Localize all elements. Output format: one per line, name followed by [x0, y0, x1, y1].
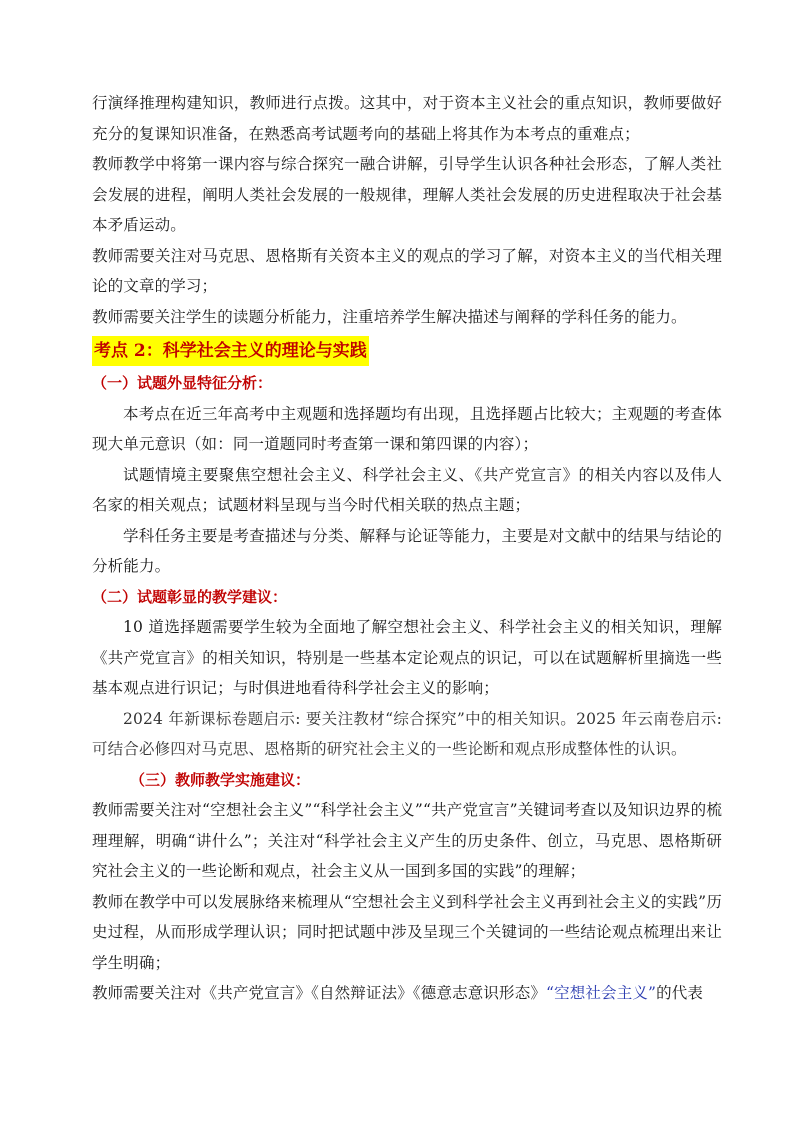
- part-3-paragraph-3: [92, 978, 722, 1009]
- part-3-paragraph-2: 教师在教学中可以发展脉络来梳理从“空想社会主义到科学社会主义再到社会主义的实践”历史过程，从而形成学理认识；同时把试题中涉及呈现三个关键词的一些结论观点梳理出来让学生明确；: [92, 892, 722, 972]
- part-2-paragraph-1: 10 道选择题需要学生较为全面地了解空想社会主义、科学社会主义的相关知识，理解《共产党宣言》的相关知识，特别是一些基本定论观点的识记，可以在试题解析里摘选一些基本观点进行识记；与时俱进地看待科学社会主义的影响；: [92, 618, 722, 697]
- part-1-paragraph-3: 学科任务主要是考查描述与分类、解释与论证等能力，主要是对文献中的结果与结论的分析能力。: [92, 526, 722, 575]
- intro-paragraph-2: 教师教学中将第一课内容与综合探究一融合讲解，引导学生认识各种社会形态，了解人类社会发展的进程，阐明人类社会发展的一般规律，理解人类社会发展的历史进程取决于社会基本矛盾运动。: [92, 155, 722, 234]
- part-3-paragraph-3-highlight: “空想社会主义”: [546, 984, 657, 1002]
- part-1-paragraph-1: 本考点在近三年高考中主观题和选择题均有出现，且选择题占比较大；主观题的考查体现大单元意识（如：同一道题同时考查第一课和第四课的内容）；: [92, 404, 722, 453]
- part-1-paragraph-2: 试题情境主要聚焦空想社会主义、科学社会主义、《共产党宣言》的相关内容以及伟人名家的相关观点；试题材料呈现与当今时代相关联的热点主题；: [92, 465, 722, 514]
- intro-paragraph-4: 教师需要关注学生的读题分析能力，注重培养学生解决描述与阐释的学科任务的能力。: [92, 307, 687, 326]
- part-3-heading: （三）教师教学实施建议：: [130, 770, 311, 789]
- intro-paragraph-3: 教师需要关注对马克思、恩格斯有关资本主义的观点的学习了解，对资本主义的当代相关理论的文章的学习；: [92, 246, 722, 295]
- part-3-paragraph-1: 教师需要关注对“空想社会主义”“科学社会主义”“共产党宣言”关键词考查以及知识边界的梳理理解，明确“讲什么”；关注对“科学社会主义产生的历史条件、创立，马克思、恩格斯研究社会主义的一些论断和观点，社会主义从一国到多国的实践”的理解；: [92, 801, 722, 880]
- section-2-title-wrap: [92, 332, 722, 368]
- intro-paragraph-1: 行演绎推理构建知识，教师进行点拨。这其中，对于资本主义社会的重点知识，教师要做好充分的复课知识准备，在熟悉高考试题考向的基础上将其作为本考点的重难点；: [92, 94, 722, 143]
- part-2-heading: （二）试题彰显的教学建议：: [92, 587, 288, 606]
- part-3-paragraph-3-prefix: 教师需要关注对《共产党宣言》《自然辩证法》《德意志意识形态》: [92, 984, 547, 1002]
- section-2-title: 考点 2：科学社会主义的理论与实践: [92, 336, 369, 366]
- part-2-paragraph-2: 2024 年新课标卷题启示: 要关注教材“综合探究”中的相关知识。2025 年云南卷启示: 可结合必修四对马克思、恩格斯的研究社会主义的一些论断和观点形成整体性的认识。: [92, 709, 722, 758]
- document-page: [92, 88, 722, 1009]
- part-1-heading: （一）试题外显特征分析：: [92, 374, 273, 392]
- part-3-paragraph-3-suffix: 的代表: [656, 984, 704, 1002]
